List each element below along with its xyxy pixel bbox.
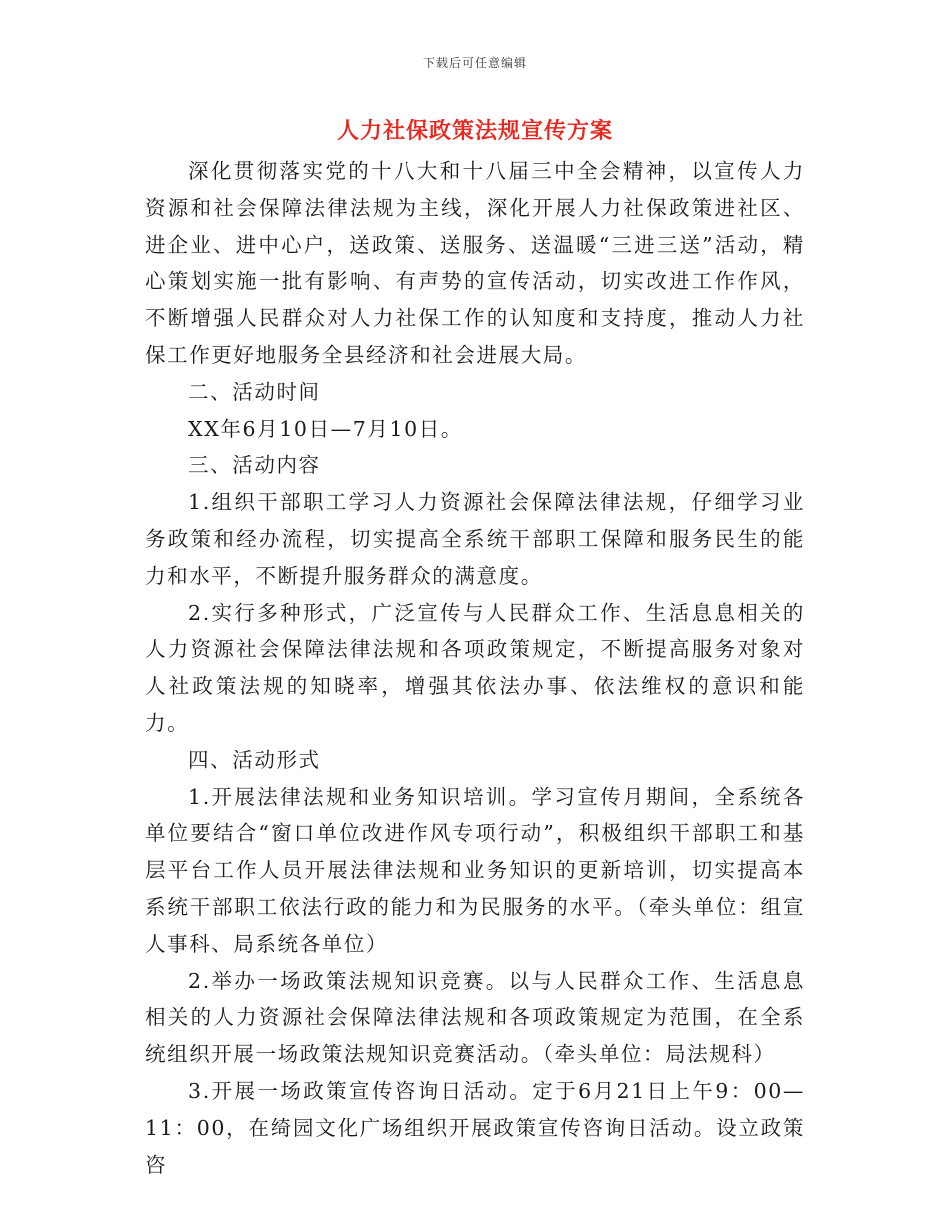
section-heading-time: 二、活动时间	[188, 379, 321, 404]
document-body	[145, 153, 805, 1183]
paragraph-time: XX年6月10日—7月10日。	[188, 416, 463, 441]
paragraph-form-1: 1.开展法律法规和业务知识培训。学习宣传月期间，全系统各单位要结合“窗口单位改进作风专项行动”，积极组织干部职工和基层平台工作人员开展法律法规和业务知识的更新培训，切实提高本系统干部职工依法行政的能力和为民服务的水平。（牵头单位：组宣人事科、局系统各单位）	[145, 784, 805, 956]
section-heading-content: 三、活动内容	[188, 453, 321, 478]
document-title: 人力社保政策法规宣传方案	[336, 118, 613, 144]
section-heading-form: 四、活动形式	[188, 747, 321, 772]
paragraph-form-2: 2.举办一场政策法规知识竞赛。以与人民群众工作、生活息息相关的人力资源社会保障法律法规和各项政策规定为范围，在全系统组织开展一场政策法规知识竞赛活动。（牵头单位：局法规科）	[145, 968, 805, 1067]
paragraph-form-3: 3.开展一场政策宣传咨询日活动。定于6月21日上午9：00—11：00，在绮园文化广场组织开展政策宣传咨询日活动。设立政策咨	[145, 1078, 805, 1177]
paragraph-intro: 深化贯彻落实党的十八大和十八届三中全会精神，以宣传人力资源和社会保障法律法规为主线，深化开展人力社保政策进社区、进企业、进中心户，送政策、送服务、送温暖“三进三送”活动，精心策划实施一批有影响、有声势的宣传活动，切实改进工作作风，不断增强人民群众对人力社保工作的认知度和支持度，推动人力社保工作更好地服务全县经济和社会进展大局。	[145, 159, 805, 367]
header-note: 下载后可任意编辑	[422, 56, 527, 70]
paragraph-content-2: 2.实行多种形式，广泛宣传与人民群众工作、生活息息相关的人力资源社会保障法律法规和各项政策规定，不断提高服务对象对人社政策法规的知晓率，增强其依法办事、依法维权的意识和能力。	[145, 600, 805, 735]
paragraph-content-1: 1.组织干部职工学习人力资源社会保障法律法规，仔细学习业务政策和经办流程，切实提高全系统干部职工保障和服务民生的能力和水平，不断提升服务群众的满意度。	[145, 490, 805, 588]
